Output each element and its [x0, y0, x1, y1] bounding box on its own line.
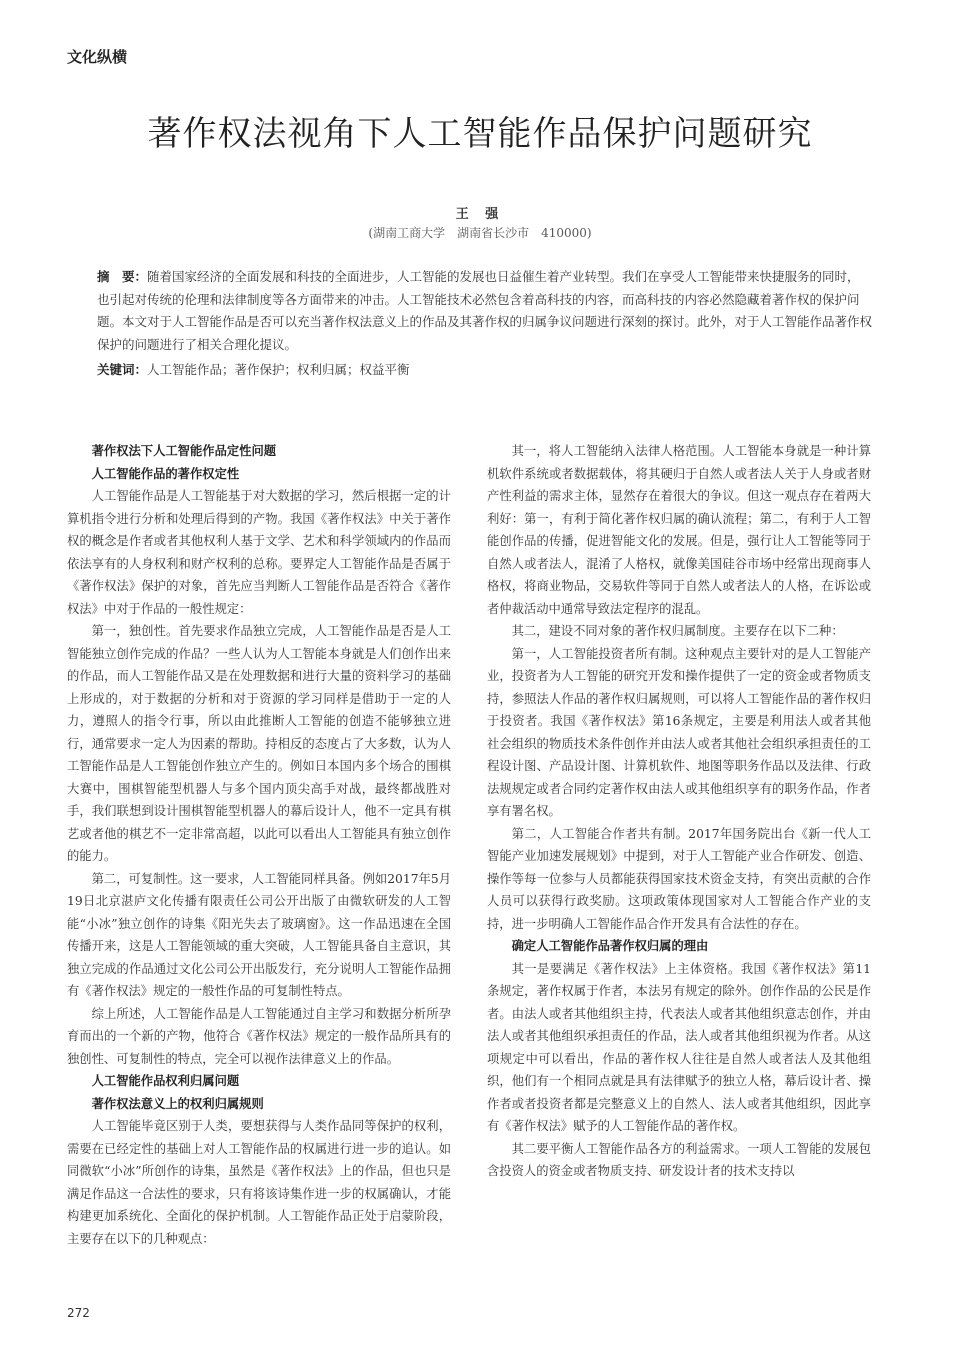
paragraph: 综上所述，人工智能作品是人工智能通过自主学习和数据分析所孕育而出的一个新的产物，他符合《著作权法》规定的一般作品所具有的独创性、可复制性的特点，完全可以视作法律意义上的作品。: [67, 1006, 451, 1066]
section-tag: 文化纵横: [67, 48, 128, 66]
abstract-label: 摘 要：: [97, 269, 148, 284]
subsection-heading: 著作权法意义上的权利归属规则: [91, 1095, 264, 1111]
paragraph: 第二，可复制性。这一要求，人工智能同样具备。例如2017年5月19日北京湛庐文化传播有限责任公司公开出版了由微软研发的人工智能“小冰”独立创作的诗集《阳光失去了玻璃窗》。这一作品迅速在全国传播开来，这是人工智能领域的重大突破，人工智能具备自主意识，其独立完成的作品通过文化公司公开出版发行，充分说明人工智能作品拥有《著作权法》规定的一般性作品的可复制性特点。: [67, 871, 451, 998]
paragraph: 第一，人工智能投资者所有制。这种观点主要针对的是人工智能产业，投资者为人工智能的研究开发和操作提供了一定的资金或者物质支持，参照法人作品的著作权归属规则，可以将人工智能作品的著作权归于投资者。我国《著作权法》第16条规定，主要是利用法人或者其他社会组织的物质技术条件创作并由法人或者其他社会组织承担责任的工程设计图、产品设计图、计算机软件、地图等职务作品以及法律、行政法规规定或者合同约定著作权由法人或其他组织享有的职务作品，作者享有署名权。: [487, 646, 871, 818]
right-column: [487, 440, 871, 1183]
keywords: [97, 360, 872, 380]
paragraph: 其一是要满足《著作权法》上主体资格。我国《著作权法》第11条规定，著作权属于作者，本法另有规定的除外。创作作品的公民是作者。由法人或者其他组织主持，代表法人或者其他组织意志创作，并由法人或者其他组织承担责任的作品，法人或者其他组织视为作者。从这项规定中可以看出，作品的著作权人往往是自然人或者法人及其他组织，他们有一个相同点就是具有法律赋予的独立人格，幕后设计者、操作者或者投资者都是完整意义上的自然人、法人或者其他组织，因此享有《著作权法》赋予的人工智能作品的著作权。: [487, 961, 871, 1133]
keywords-label: 关键词：: [97, 362, 148, 377]
abstract-text: 随着国家经济的全面发展和科技的全面进步，人工智能的发展也日益催生着产业转型。我们在享受人工智能带来快捷服务的同时，也引起对传统的伦理和法律制度等各方面带来的冲击。人工智能技术必然包含着高科技的内容，而高科技的内容必然隐藏着著作权的保护问题。本文对于人工智能作品是否可以充当著作权法意义上的作品及其著作权的归属争议问题进行深刻的探讨。此外，对于人工智能作品著作权保护的问题进行了相关合理化提议。: [97, 269, 873, 352]
section-heading: 人工智能作品权利归属问题: [91, 1074, 240, 1088]
abstract: [97, 266, 872, 356]
paragraph: 人工智能作品是人工智能基于对大数据的学习，然后根据一定的计算机指令进行分析和处理后得到的产物。我国《著作权法》中关于著作权的概念是作者或者其他权利人基于文学、艺术和科学领域内的作品而依法享有的人身权利和财产权利的总称。要界定人工智能作品是否属于《著作权法》保护的对象，首先应当判断人工智能作品是否符合《著作权法》中对于作品的一般性规定：: [67, 489, 451, 616]
paragraph: 人工智能毕竟区别于人类，要想获得与人类作品同等保护的权利，需要在已经定性的基础上对人工智能作品的权属进行进一步的追认。如同微软“小冰”所创作的诗集，虽然是《著作权法》上的作品，但也只是满足作品这一合法性的要求，只有将该诗集作进一步的权属确认，才能构建更加系统化、全面化的保护机制。人工智能作品正处于启蒙阶段，主要存在以下的几种观点：: [67, 1119, 451, 1246]
keywords-text: 人工智能作品；著作保护；权利归属；权益平衡: [147, 362, 410, 377]
paragraph: 第一，独创性。首先要求作品独立完成，人工智能作品是否是人工智能独立创作完成的作品？一些人认为人工智能本身就是人们创作出来的作品，而人工智能作品又是在处理数据和进行大量的资料学习的基础上形成的，对于数据的分析和对于资源的学习同样是借助于一定的人力，遵照人的指令行事，所以由此推断人工智能的创造不能够独立进行，通常要求一定人为因素的帮助。持相反的态度占了大多数，认为人工智能作品是人工智能创作独立产生的。例如日本国内多个场合的围棋大赛中，围棋智能型机器人与多个国内顶尖高手对战，最终都战胜对手，我们联想到设计围棋智能型机器人的幕后设计人，他不一定具有棋艺或者他的棋艺不一定非常高超，以此可以看出人工智能具有独立创作的能力。: [67, 624, 451, 863]
left-column: [67, 440, 451, 1250]
article-author: 王 强: [455, 207, 505, 222]
paragraph: 第二，人工智能合作者共有制。2017年国务院出台《新一代人工智能产业加速发展规划》中提到，对于人工智能产业合作研发、创造、操作等每一位参与人员都能获得国家技术资金支持，有突出贡献的合作人员可以获得行政奖励。这项政策体现国家对人工智能合作产业的支持，进一步明确人工智能作品合作开发具有合法性的存在。: [487, 826, 871, 931]
section-heading: 著作权法下人工智能作品定性问题: [91, 444, 277, 458]
author-affiliation: (湖南工商大学 湖南省长沙市 410000): [368, 226, 592, 240]
page-number: 272: [67, 1306, 90, 1320]
subsection-heading: 人工智能作品的著作权定性: [91, 465, 240, 481]
paragraph: 其二，建设不同对象的著作权归属制度。主要存在以下二种：: [511, 624, 844, 638]
paragraph: 其二要平衡人工智能作品各方的利益需求。一项人工智能的发展包含投资人的资金或者物质支持、研发设计者的技术支持以: [487, 1141, 871, 1178]
article-title: 著作权法视角下人工智能作品保护问题研究: [147, 114, 813, 154]
subsection-heading: 确定人工智能作品著作权归属的理由: [511, 938, 709, 953]
paragraph: 其一，将人工智能纳入法律人格范围。人工智能本身就是一种计算机软件系统或者数据载体，将其硬归于自然人或者法人关于人身或者财产性利益的需求主体，显然存在着很大的争议。但这一观点存在着两大利好：第一，有利于简化著作权归属的确认流程；第二，有利于人工智能创作品的传播，促进智能文化的发展。但是，强行让人工智能等同于自然人或者法人，混淆了人格权，就像美国硅谷市场中经常出现商事人格权，将商业物品，交易软件等同于自然人或者法人的人格，在诉讼或者仲裁活动中通常导致法定程序的混乱。: [487, 444, 871, 616]
